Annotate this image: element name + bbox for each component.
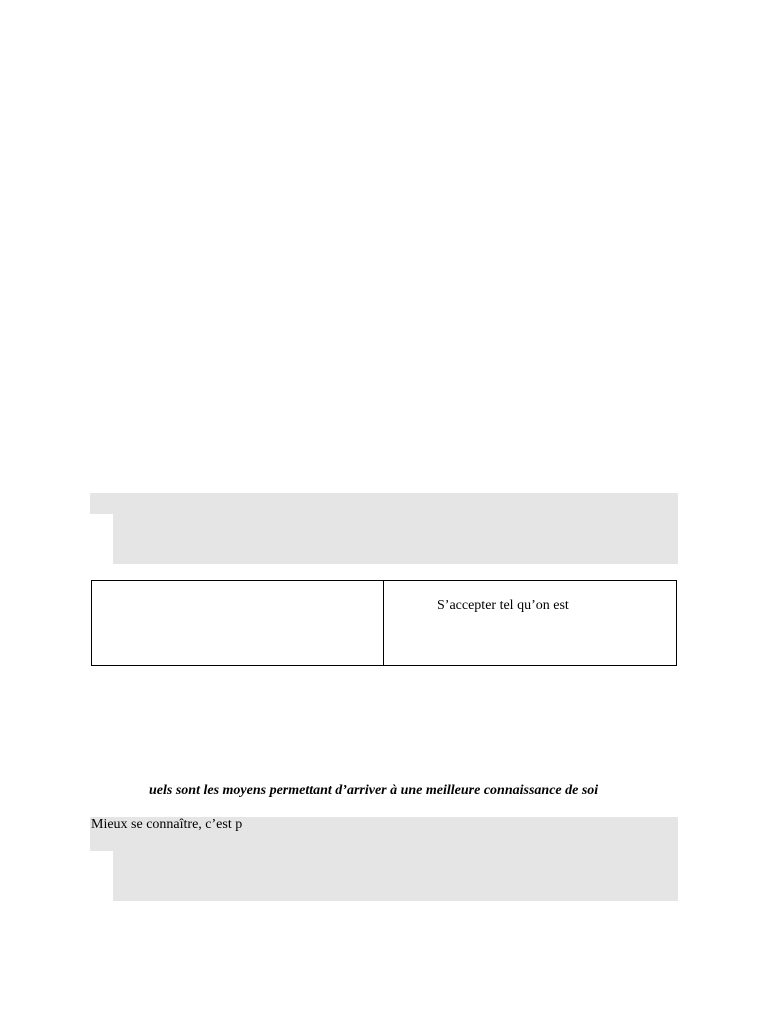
- two-column-table: [91, 580, 677, 666]
- table-cell-right: [384, 581, 676, 665]
- paragraph-start: Mieux se connaître, c’est p: [91, 817, 243, 832]
- shaded-block-2-indent: [90, 851, 113, 901]
- shaded-block-1-indent: [90, 514, 113, 564]
- table-cell-right-text: S’accepter tel qu’on est: [437, 598, 569, 613]
- question-heading: uels sont les moyens permettant d’arriver à une meilleure connaissance de soi: [149, 783, 599, 798]
- shaded-text-block-1: [90, 493, 678, 564]
- table-cell-left: [92, 581, 384, 665]
